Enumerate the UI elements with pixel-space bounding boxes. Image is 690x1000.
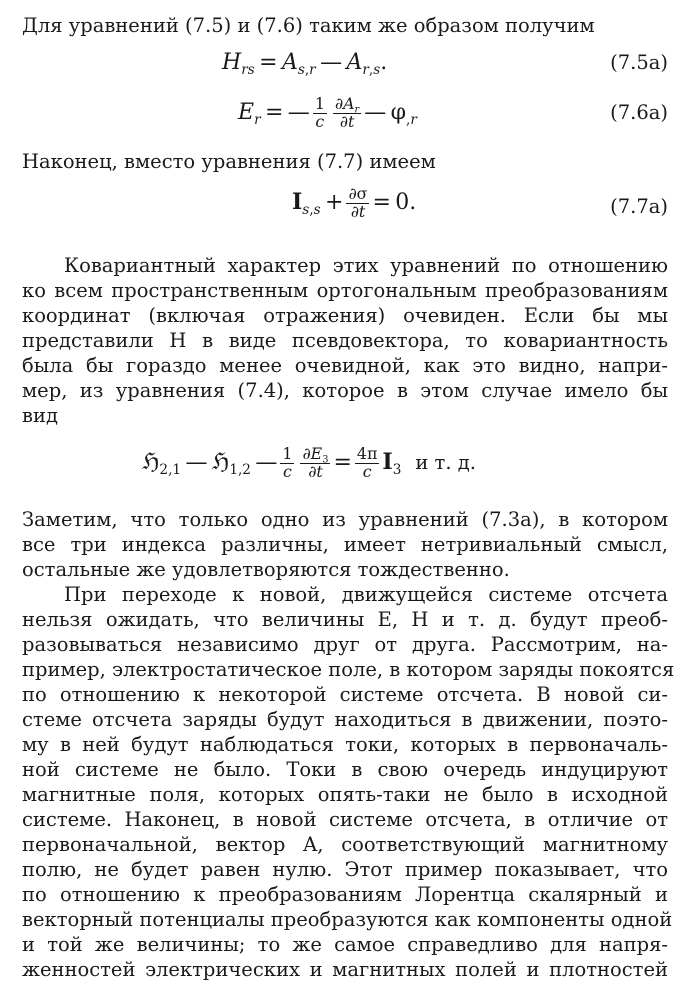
- text-line: остальные же удовлетворяются тождественно.: [22, 558, 510, 581]
- text-line: При переходе к новой, движущейся системе отсчета: [64, 583, 668, 606]
- text-line: вид: [22, 404, 58, 427]
- text-line: по отношению к преобразованиям Лорентца скалярный и: [22, 883, 668, 906]
- text-line: векторный потенциалы преобразуются как компоненты одной: [22, 908, 673, 931]
- equation-7-6a: $E_r$ = — $\frac{1}{c}$ $\frac{\partial A_r}{\partial t}$ — $\varphi_{,r}$: [238, 94, 417, 131]
- text-line: по отношению к некоторой системе отсчета. В новой си-: [22, 683, 668, 706]
- equation-gothic-h: ℌ$_{2,1}$ — ℌ$_{1,2}$ — $\frac{1}{c}$ $\frac{\partial E_3}{\partial t}$ = $\frac{4\pi}{c}$ $I_3$ и т. д.: [142, 444, 476, 481]
- equation-7-7a: $I_{s,s}$ + $\frac{\partial\sigma}{\partial t}$ = 0.: [292, 184, 417, 221]
- text-line: ко всем пространственным ортогональным преобразованиям: [22, 279, 668, 302]
- text-line: магнитные поля, которых опять-таки не было в исходной: [22, 783, 668, 806]
- equation-suffix: и т. д.: [415, 451, 476, 475]
- equation-7-5a: $H_{rs} = A_{s,r}$ — $A_{r,s}$.: [222, 50, 388, 78]
- equation-number: (7.6а): [610, 101, 668, 124]
- text-line: женностей электрических и магнитных полей и плотностей: [22, 958, 668, 981]
- text-line: пример, электростатическое поле, в котором заряды покоятся: [22, 658, 675, 681]
- text-line: нельзя ожидать, что величины E, H и т. д. будут преоб-: [22, 608, 668, 631]
- text-line: му в ней будут наблюдаться токи, которых в первоначаль-: [22, 733, 668, 756]
- text-line: была бы гораздо менее очевидной, как это видно, напри-: [22, 354, 668, 377]
- text-line: координат (включая отражения) очевиден. Если бы мы: [22, 304, 668, 327]
- equation-number: (7.7а): [610, 195, 668, 218]
- text-line: представили H в виде псевдовектора, то ковариантность: [22, 329, 668, 352]
- text-line: ной системе не было. Токи в свою очередь индуцируют: [22, 758, 668, 781]
- text-line: и той же величины; то же самое справедливо для напря-: [22, 933, 668, 956]
- text-line: Для уравнений (7.5) и (7.6) таким же образом получим: [22, 14, 595, 37]
- text-line: Ковариантный характер этих уравнений по отношению: [64, 254, 668, 277]
- text-line: Заметим, что только одно из уравнений (7.3а), в котором: [22, 508, 668, 531]
- text-line: разовываться независимо друг от друга. Рассмотрим, на-: [22, 633, 668, 656]
- text-line: первоначальной, вектор A, соответствующий магнитному: [22, 833, 668, 856]
- text-line: стеме отсчета заряды будут находиться в движении, поэто-: [22, 708, 668, 731]
- text-line: все три индекса различны, имеет нетривиальный смысл,: [22, 533, 668, 556]
- equation-number: (7.5а): [610, 51, 668, 74]
- text-line: Наконец, вместо уравнения (7.7) имеем: [22, 150, 436, 173]
- text-line: системе. Наконец, в новой системе отсчета, в отличие от: [22, 808, 668, 831]
- text-line: мер, из уравнения (7.4), которое в этом случае имело бы: [22, 379, 668, 402]
- text-line: полю, не будет равен нулю. Этот пример показывает, что: [22, 858, 668, 881]
